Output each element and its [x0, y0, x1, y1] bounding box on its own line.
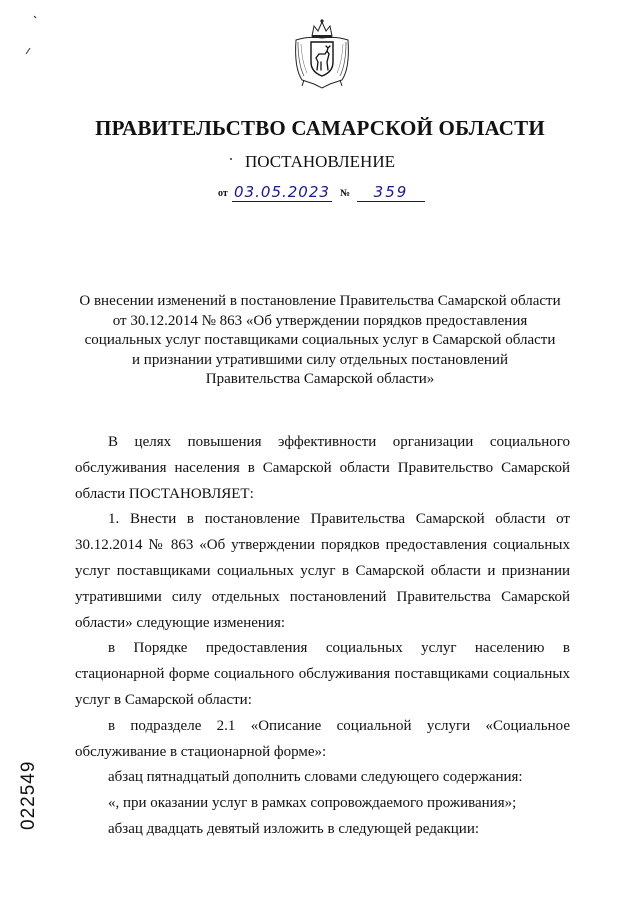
date-number-line	[0, 183, 640, 206]
date-prefix: от	[218, 188, 228, 199]
body-paragraph: В целях повышения эффективности организации социального обслуживания населения в Самарской области Правительство Самарской области ПОСТАНОВЛЯЕТ:	[75, 434, 570, 502]
samara-coat-of-arms-icon	[292, 18, 352, 90]
body-paragraph: в подразделе 2.1 «Описание социальной услуги «Социальное обслуживание в стационарной форме»:	[75, 717, 570, 760]
document-body	[75, 430, 570, 843]
scan-mark	[228, 156, 234, 162]
body-paragraph: абзац пятнадцатый дополнить словами следующего содержания:	[108, 769, 523, 786]
body-paragraph: «, при оказании услуг в рамках сопровождаемого проживания»;	[108, 795, 517, 812]
serial-number: 022549	[18, 760, 39, 830]
subject-line: Правительства Самарской области»	[205, 371, 435, 387]
organization-title: ПРАВИТЕЛЬСТВО САМАРСКОЙ ОБЛАСТИ	[95, 116, 545, 140]
subject-line: О внесении изменений в постановление Правительства Самарской области	[79, 293, 561, 309]
scan-mark	[14, 14, 38, 54]
body-paragraph: абзац двадцать девятый изложить в следующей редакции:	[108, 820, 480, 837]
document-date: 03.05.2023	[232, 183, 332, 202]
number-prefix: №	[340, 188, 351, 199]
subject-line: социальных услуг поставщиками социальных услуг в Самарской области	[84, 332, 556, 348]
body-paragraph: 1. Внести в постановление Правительства Самарской области от 30.12.2014 № 863 «Об утверждении порядков предоставления социальных услуг поставщиками социальных услуг в Самарской области и признании утратившими силу отдельных постановлений Правительства Самарской области» следующие изменения:	[75, 511, 570, 631]
document-number: 359	[357, 183, 425, 202]
document-subject	[60, 292, 580, 390]
document-type: ПОСТАНОВЛЕНИЕ	[244, 152, 395, 171]
subject-line: от 30.12.2014 № 863 «Об утверждении порядков предоставления	[112, 312, 528, 329]
body-paragraph: в Порядке предоставления социальных услуг населению в стационарной форме социального обслуживания поставщиками социальных услуг в Самарской области:	[75, 640, 570, 708]
subject-line: и признании утратившими силу отдельных постановлений	[132, 351, 508, 368]
